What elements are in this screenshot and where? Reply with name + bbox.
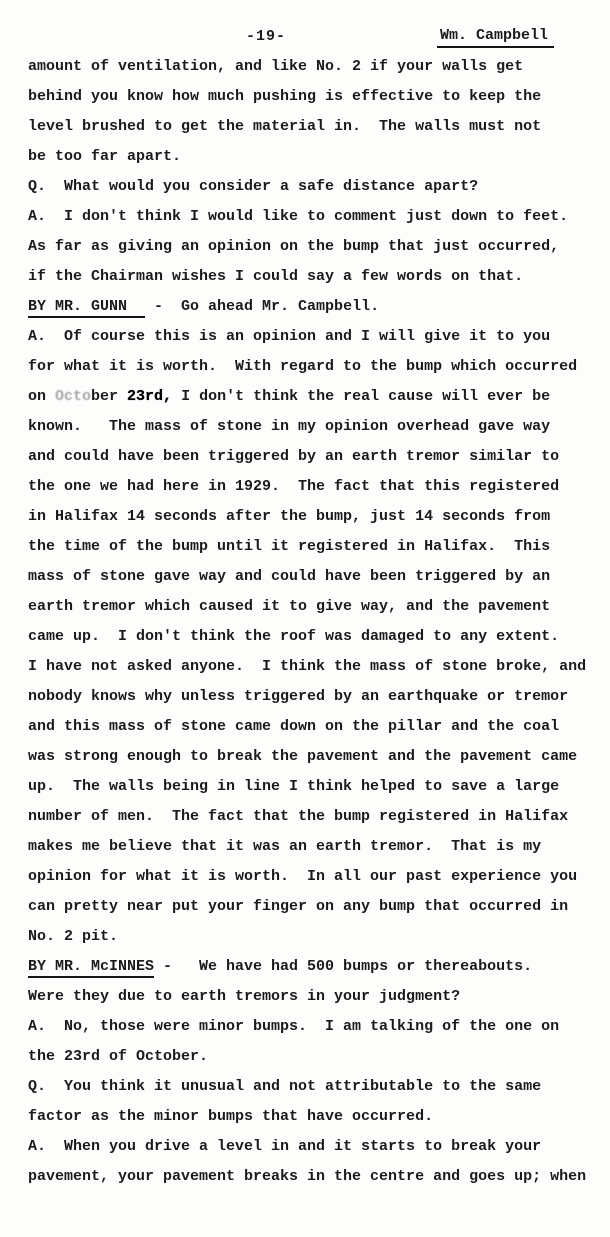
speaker-label-underlined: BY MR. McINNES — [28, 958, 154, 978]
date-line-prefix: on — [28, 388, 56, 405]
witness-name: Wm. Campbell — [437, 27, 554, 48]
transcript-line: known. The mass of stone in my opinion overhead gave way — [28, 418, 551, 435]
transcript-line: be too far apart. — [28, 148, 182, 165]
transcript-line-question: Q. What would you consider a safe distance apart? — [28, 178, 479, 195]
transcript-line-question: Q. You think it unusual and not attributable to the same — [28, 1078, 542, 1095]
transcript-line: and could have been triggered by an earth tremor similar to — [28, 448, 560, 465]
transcript-line: and this mass of stone came down on the pillar and the coal — [28, 718, 560, 735]
transcript-line-answer: A. I don't think I would like to comment just down to feet. — [28, 208, 569, 225]
transcript-line: mass of stone gave way and could have been triggered by an — [28, 568, 551, 585]
transcript-line: for what it is worth. With regard to the bump which occurred — [28, 358, 578, 375]
transcript-line: if the Chairman wishes I could say a few words on that. — [28, 268, 524, 285]
transcript-line: behind you know how much pushing is effective to keep the — [28, 88, 542, 105]
transcript-line: up. The walls being in line I think helped to save a large — [28, 778, 560, 795]
transcript-line: factor as the minor bumps that have occurred. — [28, 1108, 434, 1125]
transcript-line: was strong enough to break the pavement and the pavement came — [28, 748, 578, 765]
transcript-line: level brushed to get the material in. The walls must not — [28, 118, 542, 135]
transcript-line-answer: A. No, those were minor bumps. I am talking of the one on — [28, 1018, 560, 1035]
transcript-line: the 23rd of October. — [28, 1048, 209, 1065]
transcript-line: the one we had here in 1929. The fact that this registered — [28, 478, 560, 495]
transcript-line: opinion for what it is worth. In all our past experience you — [28, 868, 578, 885]
transcript-line: number of men. The fact that the bump registered in Halifax — [28, 808, 569, 825]
transcript-line: in Halifax 14 seconds after the bump, just 14 seconds from — [28, 508, 551, 525]
transcript-line: nobody knows why unless triggered by an earthquake or tremor — [28, 688, 569, 705]
transcript-line-answer: A. When you drive a level in and it starts to break your — [28, 1138, 542, 1155]
transcript-line: makes me believe that it was an earth tremor. That is my — [28, 838, 542, 855]
transcript-body — [28, 52, 603, 1192]
transcript-line: earth tremor which caused it to give way, and the pavement — [28, 598, 551, 615]
date-line-rest: I don't think the real cause will ever be — [172, 388, 551, 405]
transcript-line: can pretty near put your finger on any bump that occurred in — [28, 898, 569, 915]
transcript-line: the time of the bump until it registered in Halifax. This — [28, 538, 551, 555]
transcript-line: amount of ventilation, and like No. 2 if your walls get — [28, 58, 524, 75]
speaker-heading-mcinnes — [28, 952, 603, 982]
transcript-line: pavement, your pavement breaks in the centre and goes up; when — [28, 1168, 587, 1185]
transcript-line: came up. I don't think the roof was damaged to any extent. — [28, 628, 560, 645]
transcript-line: No. 2 pit. — [28, 928, 119, 945]
transcript-line: I have not asked anyone. I think the mass of stone broke, and — [28, 658, 587, 675]
speaker-line-text: - We have had 500 bumps or thereabouts. — [154, 958, 533, 975]
date-line-bold: 23rd, — [118, 388, 173, 405]
transcript-line: Were they due to earth tremors in your judgment? — [28, 988, 461, 1005]
speaker-label-underlined: BY MR. GUNN — [28, 298, 145, 318]
page-number: -19- — [246, 28, 287, 45]
smudged-text: Octo — [55, 388, 92, 405]
date-line-mid: ber — [91, 388, 119, 405]
transcript-line-answer: A. Of course this is an opinion and I will give it to you — [28, 328, 551, 345]
speaker-heading-gunn — [28, 292, 603, 322]
transcript-line: As far as giving an opinion on the bump that just occurred, — [28, 238, 560, 255]
speaker-line-text: - Go ahead Mr. Campbell. — [145, 298, 380, 315]
transcript-line-date — [28, 382, 603, 412]
